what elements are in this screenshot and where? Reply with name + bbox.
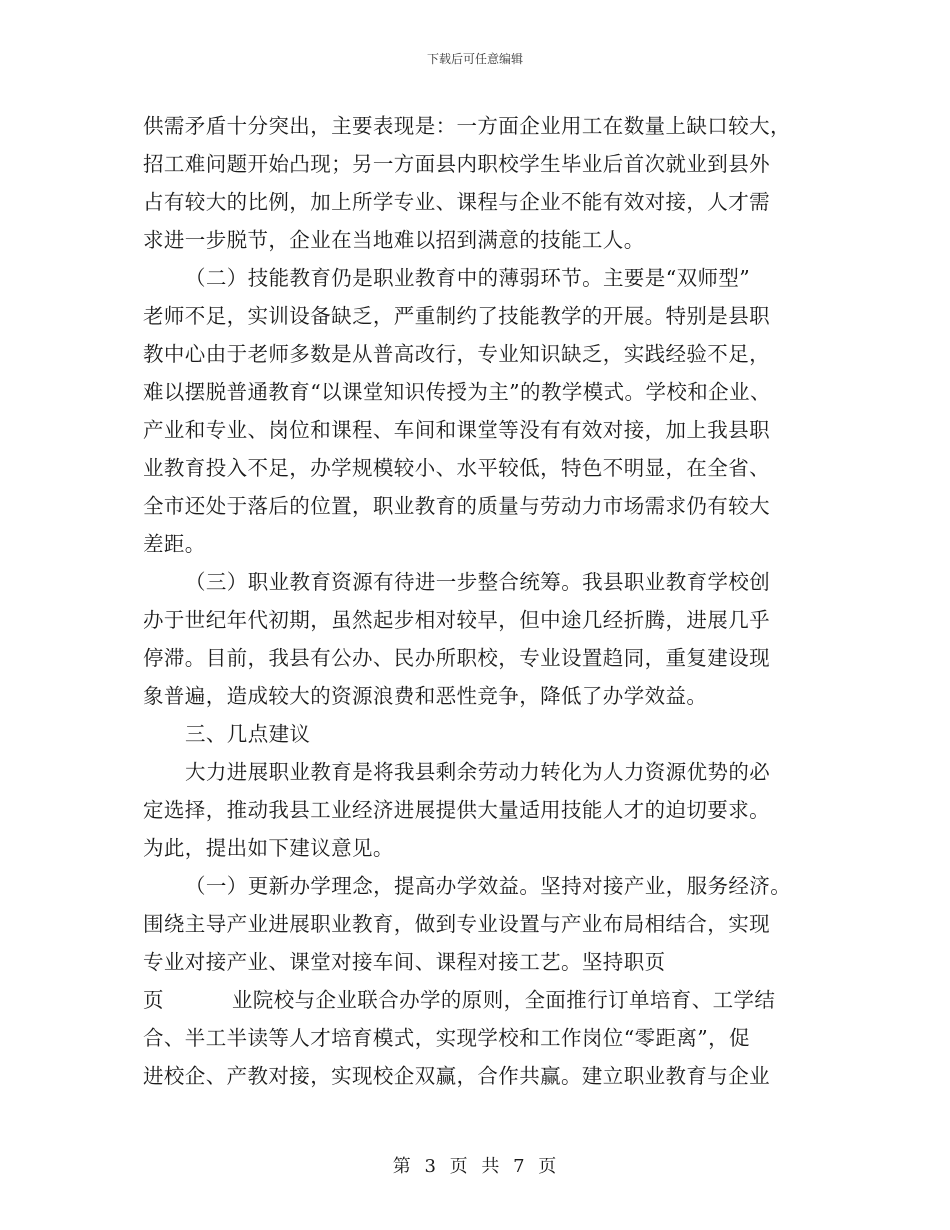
paragraph-start-line: （二）技能教育仍是职业教育中的薄弱环节。主要是“双师型” <box>185 266 751 290</box>
paragraph-start-line: （一）更新办学理念，提高办学效益。坚持对接产业，服务经济。 <box>185 874 792 898</box>
body-line: 老师不足，实训设备缺乏，严重制约了技能教学的开展。特别是县职 <box>143 304 770 328</box>
page-footer-number: 第 3 页 共 7 页 <box>392 1156 558 1177</box>
document-body <box>143 107 823 1095</box>
page-header-note: 下载后可任意编辑 <box>426 52 523 66</box>
body-line: 合、半工半读等人才培育模式，实现学校和工作岗位“零距离”，促 <box>143 1026 750 1050</box>
body-line: 办于世纪年代初期，虽然起步相对较早，但中途几经折腾，进展几乎 <box>143 608 770 632</box>
body-line: 围绕主导产业进展职业教育，做到专业设置与产业布局相结合，实现 <box>143 912 770 936</box>
body-line: 教中心由于老师多数是从普高改行，专业知识缺乏，实践经验不足， <box>143 342 770 366</box>
body-line-text: 业院校与企业联合办学的原则，全面推行订单培育、工学结 <box>231 988 776 1012</box>
body-line: 全市还处于落后的位置，职业教育的质量与劳动力市场需求仍有较大 <box>143 494 770 518</box>
body-line: 招工难问题开始凸现；另一方面县内职校学生毕业后首次就业到县外 <box>143 152 770 176</box>
body-line: 占有较大的比例，加上所学专业、课程与企业不能有效对接，人才需 <box>143 190 770 214</box>
body-line: 象普遍，造成较大的资源浪费和恶性竞争，降低了办学效益。 <box>143 684 708 708</box>
body-line: 难以摆脱普通教育“以课堂知识传授为主”的教学模式。学校和企业、 <box>143 380 771 404</box>
page-label: 页 <box>143 988 164 1012</box>
paragraph-start-line: （三）职业教育资源有待进一步整合统筹。我县职业教育学校创 <box>185 570 771 594</box>
body-line: 供需矛盾十分突出，主要表现是：一方面企业用工在数量上缺口较大， <box>143 114 791 138</box>
body-line: 停滞。目前，我县有公办、民办所职校，专业设置趋同，重复建设现 <box>143 646 770 670</box>
body-line: 差距。 <box>143 532 206 556</box>
section-heading: 三、几点建议 <box>185 722 311 746</box>
paragraph-start-line: 大力进展职业教育是将我县剩余劳动力转化为人力资源优势的必 <box>185 760 771 784</box>
body-line: 进校企、产教对接，实现校企双赢，合作共赢。建立职业教育与企业 <box>143 1064 770 1088</box>
body-line: 为此，提出如下建议意见。 <box>143 836 394 860</box>
body-line-with-page-label <box>143 981 823 1019</box>
body-line: 定选择，推动我县工业经济进展提供大量适用技能人才的迫切要求。 <box>143 798 770 822</box>
body-line: 产业和专业、岗位和课程、车间和课堂等没有有效对接，加上我县职 <box>143 418 770 442</box>
body-line: 业教育投入不足，办学规模较小、水平较低，特色不明显，在全省、 <box>143 456 770 480</box>
body-line: 专业对接产业、课堂对接车间、课程对接工艺。坚持职页 <box>143 950 666 974</box>
body-line: 求进一步脱节，企业在当地难以招到满意的技能工人。 <box>143 228 645 252</box>
